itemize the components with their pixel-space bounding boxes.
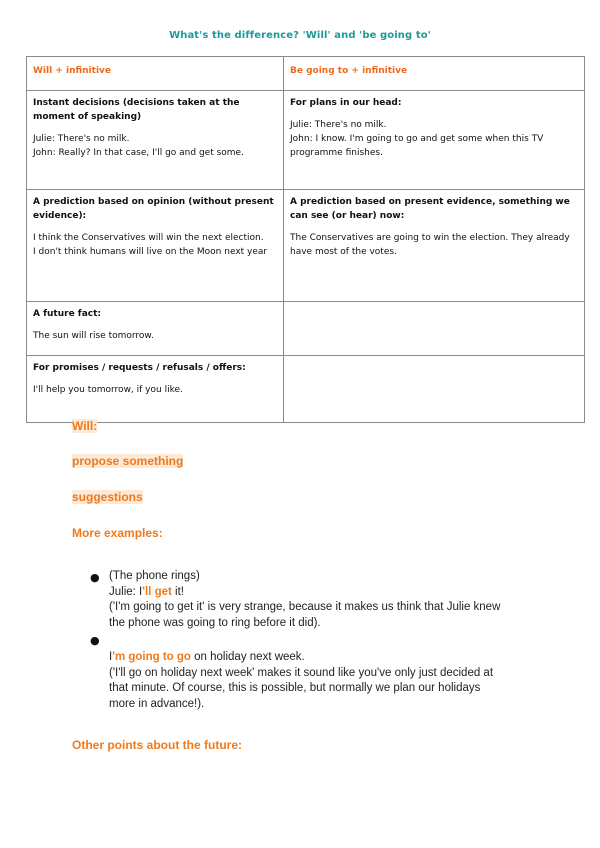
cell-promises [27,356,284,423]
cell-line: I think the Conservatives will win the next election. [33,233,264,243]
table-row [27,190,585,302]
suggestions-heading: suggestions [72,490,143,504]
cell-title: Instant decisions (decisions taken at the moment of speaking) [33,98,240,122]
cell-plans [284,91,585,190]
example-line: ('I'm going to get it' is very strange, because it makes us think that Julie knew [109,601,501,613]
example-line: (The phone rings) [109,570,200,582]
cell-line: Julie: There's no milk. [290,120,387,130]
table-row [27,91,585,190]
cell-line: The sun will rise tomorrow. [33,331,154,341]
page-title: What's the difference? 'Will' and 'be going to' [169,30,431,41]
cell-empty [284,356,585,423]
cell-line: I'll help you tomorrow, if you like. [33,385,183,395]
cell-future-fact [27,302,284,356]
table-header-row [27,57,585,91]
cell-line: I don't think humans will live on the Moon next year [33,247,268,257]
cell-line: The Conservatives are going to win the election. They already have most of the votes. [290,233,570,257]
cell-empty [284,302,585,356]
cell-line: John: I know. I'm going to go and get some when this TV programme finishes. [290,134,544,158]
example-line: the phone was going to ring before it did). [109,616,321,629]
cell-instant-decisions [27,91,284,190]
example-line: more in advance!). [109,697,205,710]
propose-heading: propose something [72,454,184,468]
cell-title: A future fact: [33,309,102,319]
cell-line: John: Really? In that case, I'll go and get some. [33,148,244,158]
comparison-table [26,56,585,423]
cell-prediction-opinion [27,190,284,302]
more-examples-heading: More examples: [72,526,163,540]
example-line: Julie: I'll get it! [109,585,184,598]
will-heading: Will: [72,419,98,433]
other-points-heading: Other points about the future: [72,738,242,752]
example-line: I'm going to go on holiday next week. [109,651,305,663]
example-2 [109,650,549,712]
example-1 [109,569,549,631]
bullet-point: ● [90,571,100,584]
header-will: Will + infinitive [27,57,284,91]
example-line: ('I'll go on holiday next week' makes it sound like you've only just decided at [109,666,494,679]
cell-title: For promises / requests / refusals / offers: [33,363,246,373]
table-row [27,302,585,356]
cell-title: A prediction based on opinion (without present evidence): [33,197,274,221]
header-going-to: Be going to + infinitive [284,57,585,91]
example-line: that minute. Of course, this is possible, but normally we plan our holidays [109,682,481,694]
cell-title: For plans in our head: [290,98,402,108]
cell-line: Julie: There's no milk. [33,134,130,144]
cell-prediction-evidence [284,190,585,302]
cell-title: A prediction based on present evidence, something we can see (or hear) now: [290,197,570,221]
table-row [27,356,585,423]
bullet-point: ● [90,634,100,647]
